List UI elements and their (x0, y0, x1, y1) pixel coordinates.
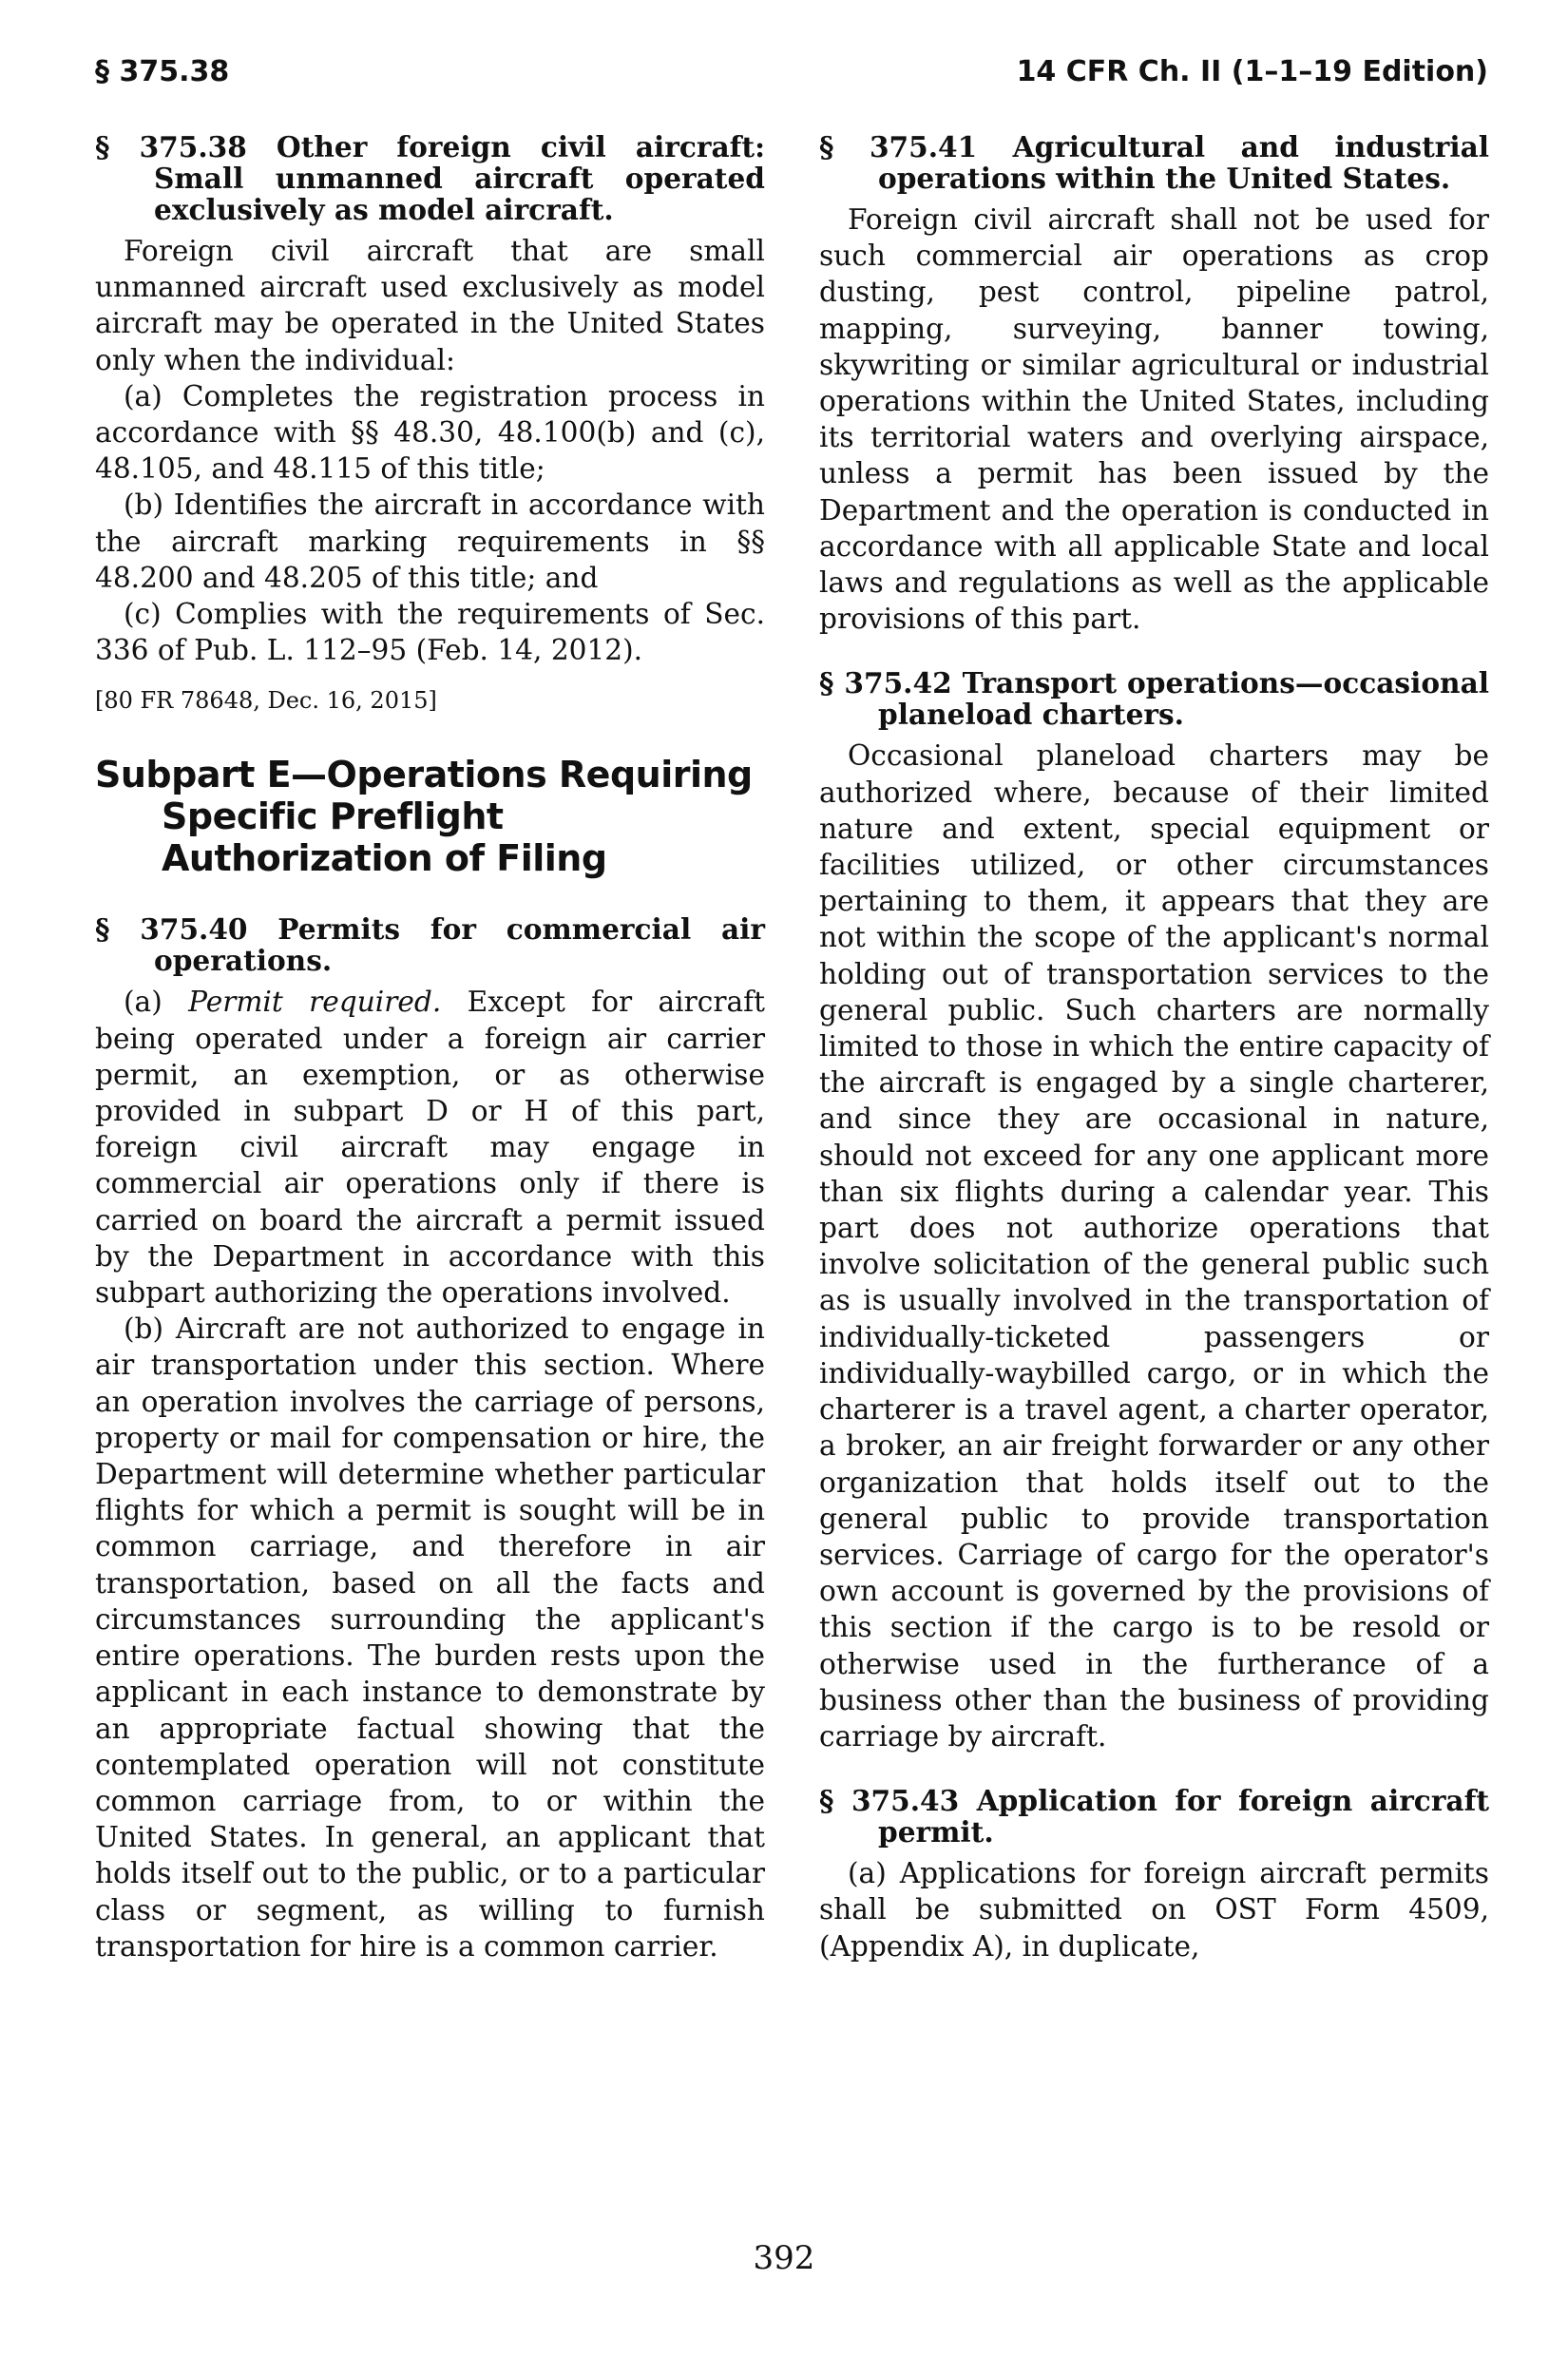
section-heading-375-40: § 375.40 Permits for commercial air operations. (95, 912, 765, 978)
section-spacer (819, 637, 1489, 667)
paragraph-375-38-c: (c) Complies with the requirements of Sec. 336 of Pub. L. 112–95 (Feb. 14, 2012). (95, 598, 765, 667)
subpart-heading: Subpart E—Operations Requiring Specific Preflight Authorization of Filing (95, 754, 753, 880)
paragraph-375-41: Foreign civil aircraft shall not be used for such commercial air operations as crop dusting, pest control, pipeline patrol, mapping, surveying, banner towing, skywriting or similar agricultural or industrial operations within the United States, including its territorial waters and overlying airspace, unless a permit has been issued by the Department and the operation is conducted in accordance with all applicable State and local laws and regulations as well as the applicable provisions of this part. (819, 203, 1489, 636)
paragraph-italic-heading: Permit required. (188, 986, 442, 1019)
paragraph-text: Except for aircraft being operated under a foreign air carrier permit, an exemption, or as otherwise provided in subpart D or H of this part, foreign civil aircraft may engage in commercial air operations only if there is carried on board the aircraft a permit issued by the Department in accordance with this subpart authorizing the operations involved. (95, 986, 765, 1310)
section-heading-375-43: § 375.43 Application for foreign aircraft permit. (819, 1784, 1489, 1849)
paragraph-label: (a) (124, 986, 163, 1019)
right-column (819, 131, 1489, 1964)
page-number: 392 (753, 2239, 815, 2277)
paragraph-375-40-a (95, 984, 765, 1311)
left-column (95, 131, 765, 1964)
header-edition: 14 CFR Ch. II (1–1–19 Edition) (1016, 55, 1488, 88)
paragraph-375-43-a: (a) Applications for foreign aircraft permits shall be submitted on OST Form 4509, (Appendix A), in duplicate, (819, 1857, 1489, 1963)
paragraph-375-38-a: (a) Completes the registration process in accordance with §§ 48.30, 48.100(b) and (c), 48.105, and 48.115 of this title; (95, 379, 765, 486)
source-note: [80 FR 78648, Dec. 16, 2015] (95, 687, 437, 715)
section-heading-375-41: § 375.41 Agricultural and industrial operations within the United States. (819, 130, 1489, 195)
section-heading-375-38: § 375.38 Other foreign civil aircraft: Small unmanned aircraft operated exclusively as model aircraft. (95, 130, 765, 226)
header-section-marker: § 375.38 (95, 55, 230, 88)
paragraph-375-38-intro: Foreign civil aircraft that are small unmanned aircraft used exclusively as model aircraft may be operated in the United States only when the individual: (95, 235, 765, 376)
section-heading-375-42: § 375.42 Transport operations—occasional planeload charters. (819, 666, 1489, 732)
paragraph-375-42: Occasional planeload charters may be authorized where, because of their limited nature and extent, special equipment or facilities utilized, or other circumstances pertaining to them, it appears that they are not within the scope of the applicant's normal holding out of transportation services to the general public. Such charters are normally limited to those in which the entire capacity of the aircraft is engaged by a single charterer, and since they are occasional in nature, should not exceed for any one applicant more than six flights during a calendar year. This part does not authorize operations that involve solicitation of the general public such as is usually involved in the transportation of individually-ticketed passengers or individually-waybilled cargo, or in which the charterer is a travel agent, a charter operator, a broker, an air freight forwarder or any other organization that holds itself out to the general public to provide transportation services. Carriage of cargo for the operator's own account is governed by the provisions of this section if the cargo is to be resold or otherwise used in the furtherance of a business other than the business of providing carriage by aircraft. (819, 739, 1489, 1753)
running-head (95, 53, 1488, 91)
paragraph-375-40-b: (b) Aircraft are not authorized to engage in air transportation under this section. Where an operation involves the carriage of persons, property or mail for compensation or hire, the Department will determine whether particular flights for which a permit is sought will be in common carriage, and therefore in air transportation, based on all the facts and circumstances surrounding the applicant's entire operations. The burden rests upon the applicant in each instance to demonstrate by an appropriate factual showing that the contemplated operation will not constitute common carriage from, to or within the United States. In general, an applicant that holds itself out to the public, or to a particular class or segment, as willing to furnish transportation for hire is a common carrier. (95, 1313, 765, 1963)
paragraph-375-38-b: (b) Identifies the aircraft in accordance with the aircraft marking requirements in §§ 48.200 and 48.205 of this title; and (95, 489, 765, 594)
section-spacer (819, 1754, 1489, 1785)
